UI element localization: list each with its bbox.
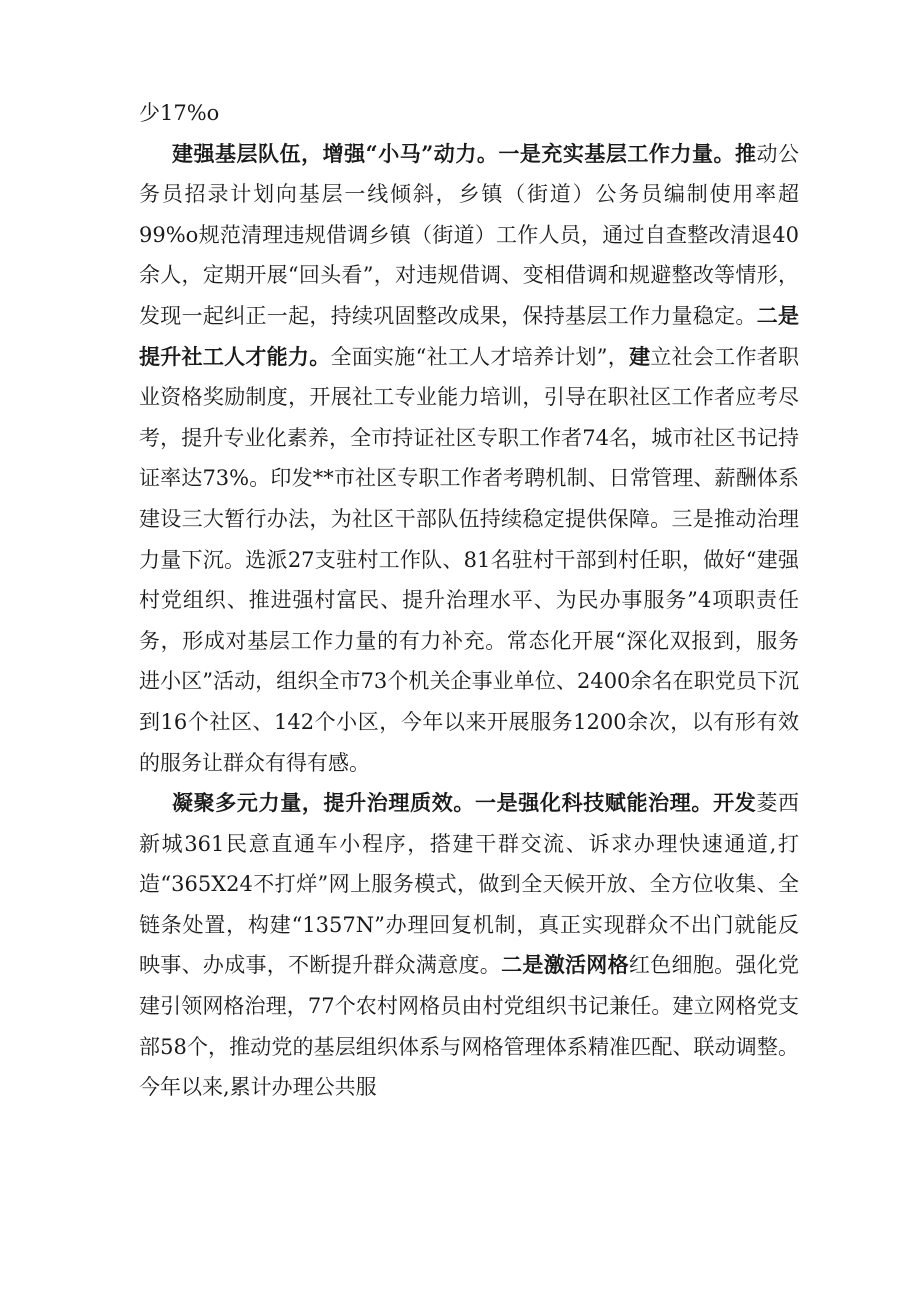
subheading-run: 二是激活网格 [501,952,629,978]
paragraph-2 [139,783,799,1108]
document-body [139,93,799,1108]
paragraph-1 [139,134,799,784]
bold-run: 建 [629,343,651,369]
text-run: 少17%o [139,101,220,125]
text-run: 立社会工作者职业资格奖励制度，开展社工专业能力培训，引导在职社区工作者应考尽考，提升专业化素养，全市持证社区专职工作者74名，城市社区书记持证率达73%。印发**市社区专职工作者考聘机制、日常管理、薪酬体系建设三大暂行办法，为社区干部队伍持续稳定提供保障。三是推动治理力量下沉。选派27支驻村工作队、81名驻村干部到村任职，做好“建强村党组织、推进强村富民、提升治理水平、为民办事服务”4项职责任务，形成对基层工作力量的有力补充。常态化开展“深化双报到，服务进小区”活动，组织全市73个机关企事业单位、2400余名在职党员下沉到16个社区、142个小区，今年以来开展服务1200余次，以有形有效的服务让群众有得有感。 [139,344,800,775]
section-heading-run: 凝聚多元力量，提升治理质效。一是强化科技赋能治理。开发 [172,790,757,816]
paragraph-0 [139,93,799,134]
text-run: 动公务员招录计划向基层一线倾斜，乡镇（街道）公务员编制使用率超99%o规范清理违规借调乡镇（街道）工作人员，通过自查整改清退40余人，定期开展“回头看”，对违规借调、变相借调和规避整改等情形，发现一起纠正一起，持续巩固整改成果，保持基层工作力量稳定。 [139,141,800,328]
text-run: 全面实施“社工人才培养计划”， [330,344,630,369]
subheading-run: 二是提升社工人才能力。 [139,302,800,369]
text-run: 红色细胞。强化党建引领网格治理，77个农村网格员由村党组织书记兼任。建立网格党支部58个，推动党的基层组织体系与网格管理体系精准匹配、联动调整。今年以来,累计办理公共服 [139,953,800,1100]
text-run: 菱西新城361民意直通车小程序，搭建干群交流、诉求办理快速通道,打造“365X24不打烊”网上服务模式，做到全天候开放、全方位收集、全链条处置，构建“1357N”办理回复机制，真正实现群众不出门就能反映事、办成事，不断提升群众满意度。 [139,791,800,978]
section-heading-run: 建强基层队伍，增强“小马”动力。一是充实基层工作力量。推 [172,140,757,166]
